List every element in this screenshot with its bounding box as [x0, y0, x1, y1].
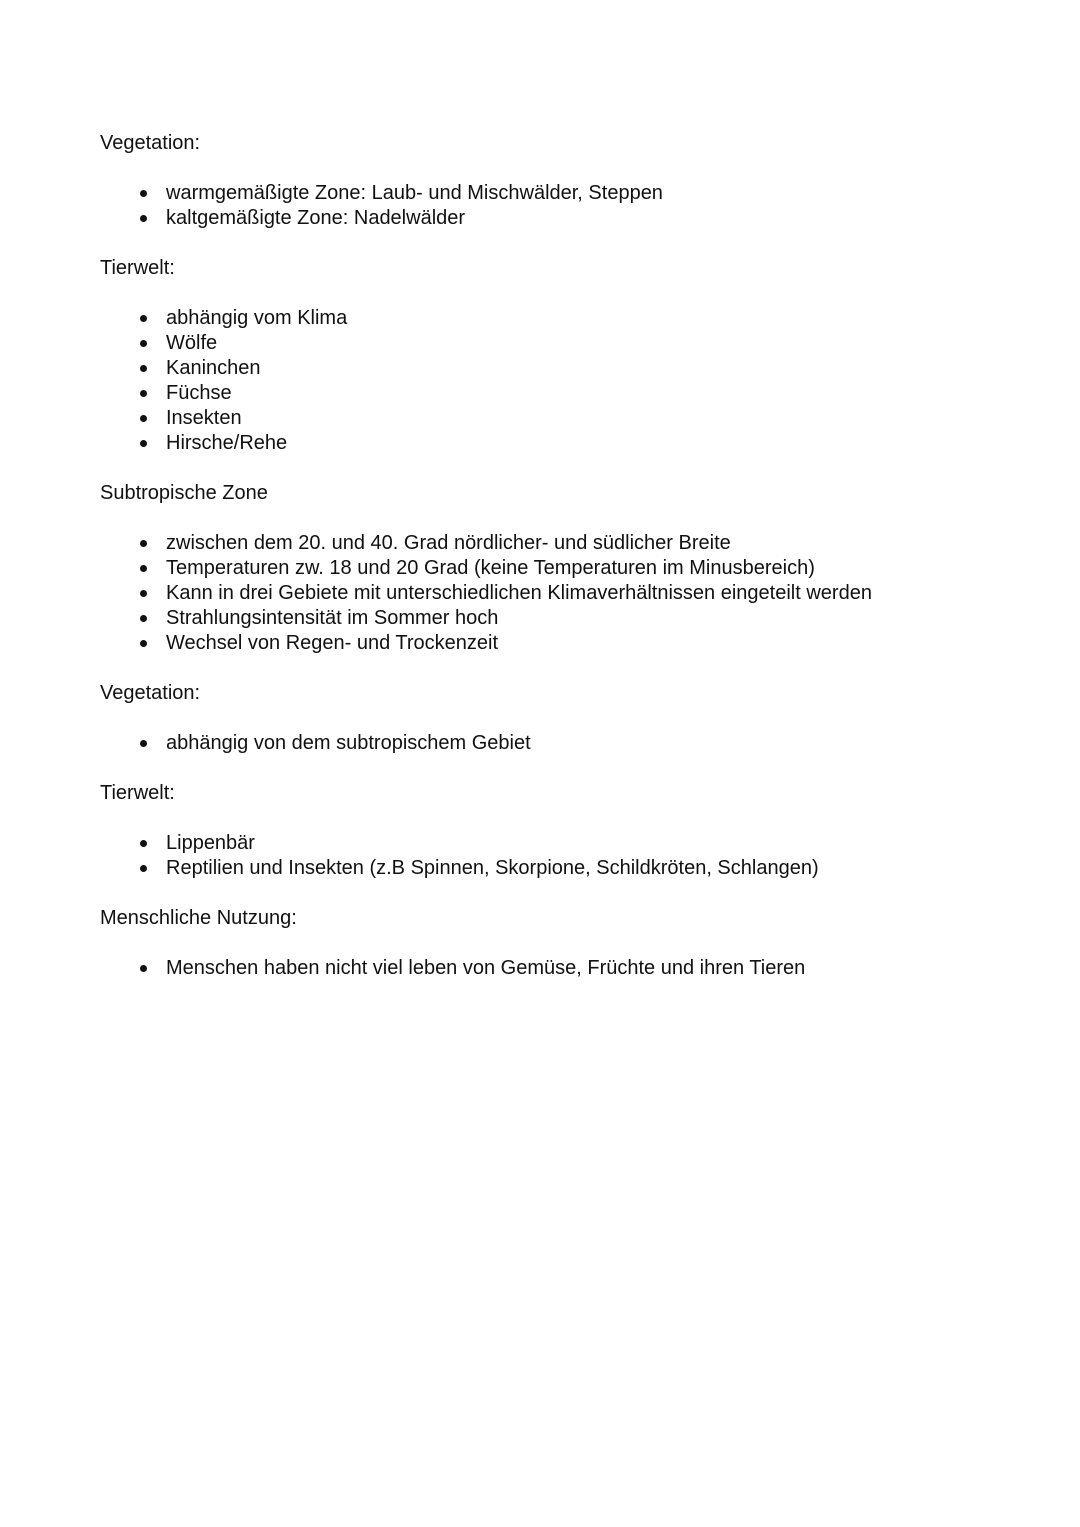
bullet-list-subtropische-zone [100, 531, 990, 656]
bullet-list-vegetation-2 [100, 731, 990, 756]
section-heading-vegetation-1: Vegetation: [100, 132, 201, 154]
bullet-list-tierwelt-1 [100, 306, 990, 456]
section-heading-tierwelt-1: Tierwelt: [100, 257, 175, 279]
list-item: Reptilien und Insekten (z.B Spinnen, Skorpione, Schildkröten, Schlangen) [166, 856, 990, 881]
list-item: Lippenbär [166, 831, 990, 856]
section-heading-menschliche-nutzung: Menschliche Nutzung: [100, 907, 297, 929]
list-item: Strahlungsintensität im Sommer hoch [166, 606, 990, 631]
list-item: zwischen dem 20. und 40. Grad nördlicher- und südlicher Breite [166, 531, 990, 556]
list-item: Insekten [166, 406, 990, 431]
list-item: Kaninchen [166, 356, 990, 381]
list-item: kaltgemäßigte Zone: Nadelwälder [166, 206, 990, 231]
section-heading-tierwelt-2: Tierwelt: [100, 782, 175, 804]
list-item: Temperaturen zw. 18 und 20 Grad (keine Temperaturen im Minusbereich) [166, 556, 990, 581]
list-item: warmgemäßigte Zone: Laub- und Mischwälder, Steppen [166, 181, 990, 206]
list-item: abhängig von dem subtropischem Gebiet [166, 731, 990, 756]
section-heading-subtropische-zone: Subtropische Zone [100, 482, 268, 504]
list-item: Hirsche/Rehe [166, 431, 990, 456]
list-item: Menschen haben nicht viel leben von Gemüse, Früchte und ihren Tieren [166, 956, 990, 981]
list-item: Kann in drei Gebiete mit unterschiedlichen Klimaverhältnissen eingeteilt werden [166, 581, 990, 606]
list-item: abhängig vom Klima [166, 306, 990, 331]
section-heading-vegetation-2: Vegetation: [100, 682, 201, 704]
list-item: Wölfe [166, 331, 990, 356]
bullet-list-tierwelt-2 [100, 831, 990, 881]
list-item: Füchse [166, 381, 990, 406]
bullet-list-menschliche-nutzung [100, 956, 990, 981]
list-item: Wechsel von Regen- und Trockenzeit [166, 631, 990, 656]
bullet-list-vegetation-1 [100, 181, 990, 231]
